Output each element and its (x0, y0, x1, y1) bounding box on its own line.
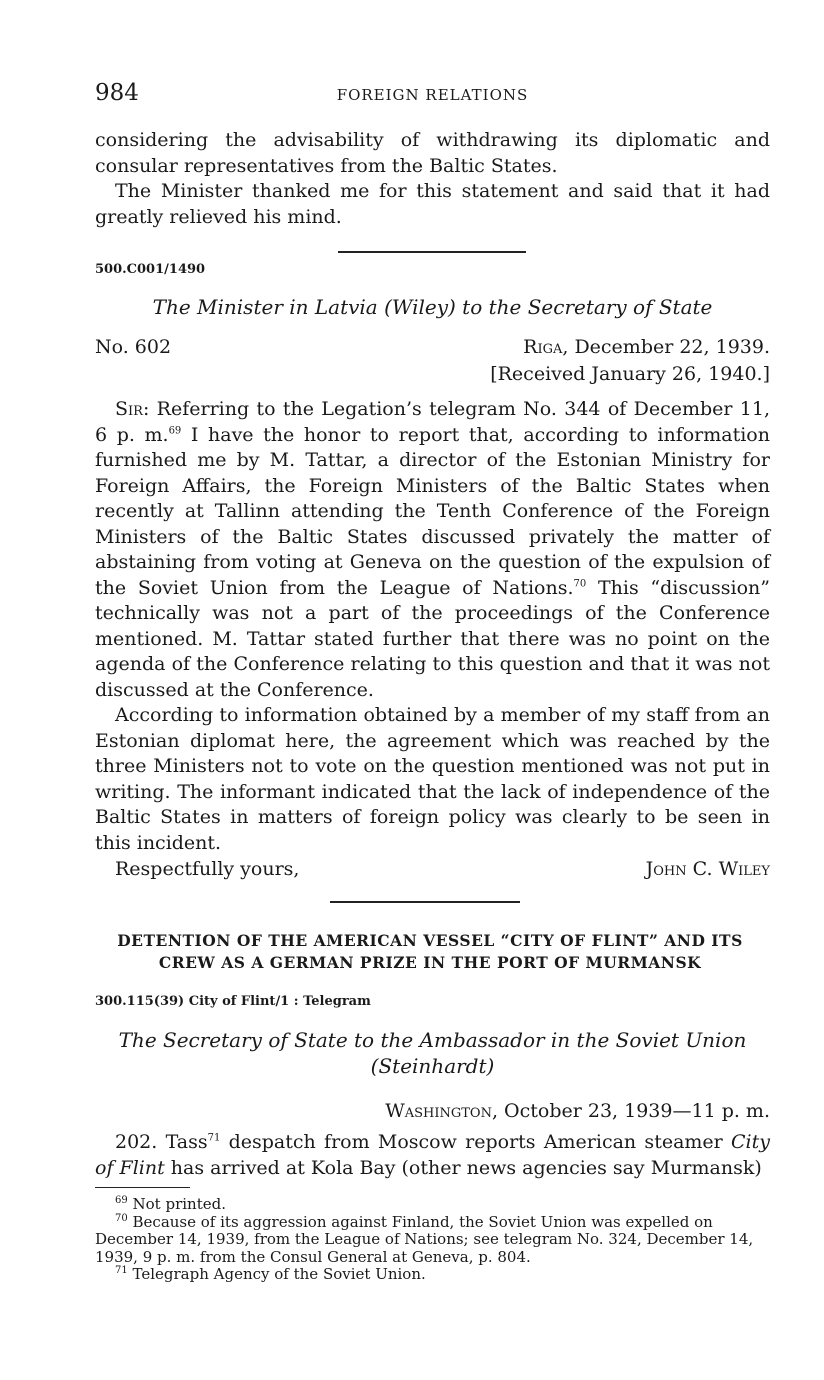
continuation-paragraph-1: considering the advisability of withdrawing its diplomatic and consular representatives from the Baltic States. (95, 129, 770, 177)
footnote-ref-70: 70 (573, 578, 587, 590)
section-divider-2 (330, 901, 520, 903)
section-heading: DETENTION OF THE AMERICAN VESSEL “CITY OF FLINT” AND ITS CREW AS A GERMAN PRIZE IN THE PORT OF MURMANSK (117, 931, 743, 972)
dateline-2-place: Washington (385, 1100, 492, 1122)
dateline (523, 336, 770, 358)
section-divider (338, 251, 526, 253)
continuation-text (95, 128, 770, 230)
footnote-ref-71: 71 (207, 1132, 221, 1144)
letter-body (95, 397, 770, 856)
received-date: [Received January 26, 1940.] (490, 363, 770, 385)
footnote-69 (95, 1196, 770, 1214)
dateline-row (95, 336, 770, 362)
signature: John C. Wiley (645, 858, 770, 880)
footnote-mark: 71 (115, 1265, 128, 1276)
dateline-date: , December 22, 1939. (562, 336, 770, 358)
footnote-text: Because of its aggression against Finland, the Soviet Union was expelled on December 14, 1939, from the League of Nations; see telegram No. 324, December 14, 1939, 9 p. m. from the Consul General at Geneva, p. 804. (95, 1212, 754, 1266)
telegram-part-c: has arrived at Kola Bay (other news agencies say Murmansk) (164, 1156, 762, 1179)
footnote-mark: 69 (115, 1195, 128, 1206)
closing-row (95, 858, 770, 884)
footnote-mark: 70 (115, 1212, 128, 1224)
file-reference-1: 500.C001/1490 (95, 262, 206, 277)
letter-paragraph-2: According to information obtained by a member of my staff from an Estonian diplomat here, the agreement which was reached by the three Ministers not to vote on the question mentioned was not put in writing. The informant indicated that the lack of independence of the Baltic States in matters of foreign policy was clearly to be seen in this incident. (95, 704, 770, 854)
file-reference-2: 300.115(39) City of Flint/1 : Telegram (95, 994, 371, 1009)
telegram-body (95, 1130, 770, 1181)
closing: Respectfully yours, (115, 858, 300, 880)
dateline-row-2 (95, 1100, 770, 1126)
received-row (95, 363, 770, 389)
footnote-ref-69: 69 (168, 425, 182, 437)
dateline-2-date: , October 23, 1939—11 p. m. (491, 1100, 770, 1122)
document-title-2-line-2: (Steinhardt) (370, 1054, 495, 1078)
telegram-part-b: despatch from Moscow reports American steamer (220, 1131, 732, 1153)
telegram-paragraph (95, 1130, 770, 1181)
document-title-1: The Minister in Latvia (Wiley) to the Secretary of State (152, 295, 713, 319)
footnotes (95, 1196, 770, 1284)
despatch-number: No. 602 (95, 336, 172, 358)
para1-part-a: : Referring to the Legation’s telegram No. 344 of December 11, 6 p. m. (95, 398, 770, 446)
footnote-text: Telegraph Agency of the Soviet Union. (132, 1265, 426, 1283)
footnote-70 (95, 1214, 770, 1267)
salutation: Sir (115, 398, 143, 420)
footnote-rule (95, 1187, 190, 1188)
document-title-2-line-1: The Secretary of State to the Ambassador in the Soviet Union (118, 1028, 747, 1052)
running-head: FOREIGN RELATIONS (336, 86, 529, 104)
ship-name: City of Flint (95, 1131, 770, 1179)
dateline-2 (385, 1100, 770, 1122)
footnote-71 (95, 1266, 770, 1284)
page-header (95, 80, 770, 110)
page-number: 984 (95, 80, 139, 106)
dateline-place: Riga (523, 336, 563, 358)
letter-paragraph-1 (95, 397, 770, 703)
footnote-text: Not printed. (132, 1195, 226, 1213)
telegram-part-a: 202. Tass (115, 1131, 208, 1153)
para1-part-c: This “discussion” technically was not a part of the proceedings of the Conference mentioned. M. Tattar stated further that there was no point on the agenda of the Conference relating to this question and that it was not discussed at the Conference. (95, 576, 770, 701)
document-title-2 (95, 1027, 770, 1079)
continuation-paragraph-2: The Minister thanked me for this statement and said that it had greatly relieved his mind. (95, 180, 770, 228)
para1-part-b: I have the honor to report that, according to information furnished me by M. Tattar, a director of the Estonian Ministry for Foreign Affairs, the Foreign Ministers of the Baltic States when recently at Tallinn attending the Tenth Conference of the Foreign Ministers of the Baltic States discussed privately the matter of abstaining from voting at Geneva on the question of the expulsion of the Soviet Union from the League of Nations. (95, 423, 770, 599)
